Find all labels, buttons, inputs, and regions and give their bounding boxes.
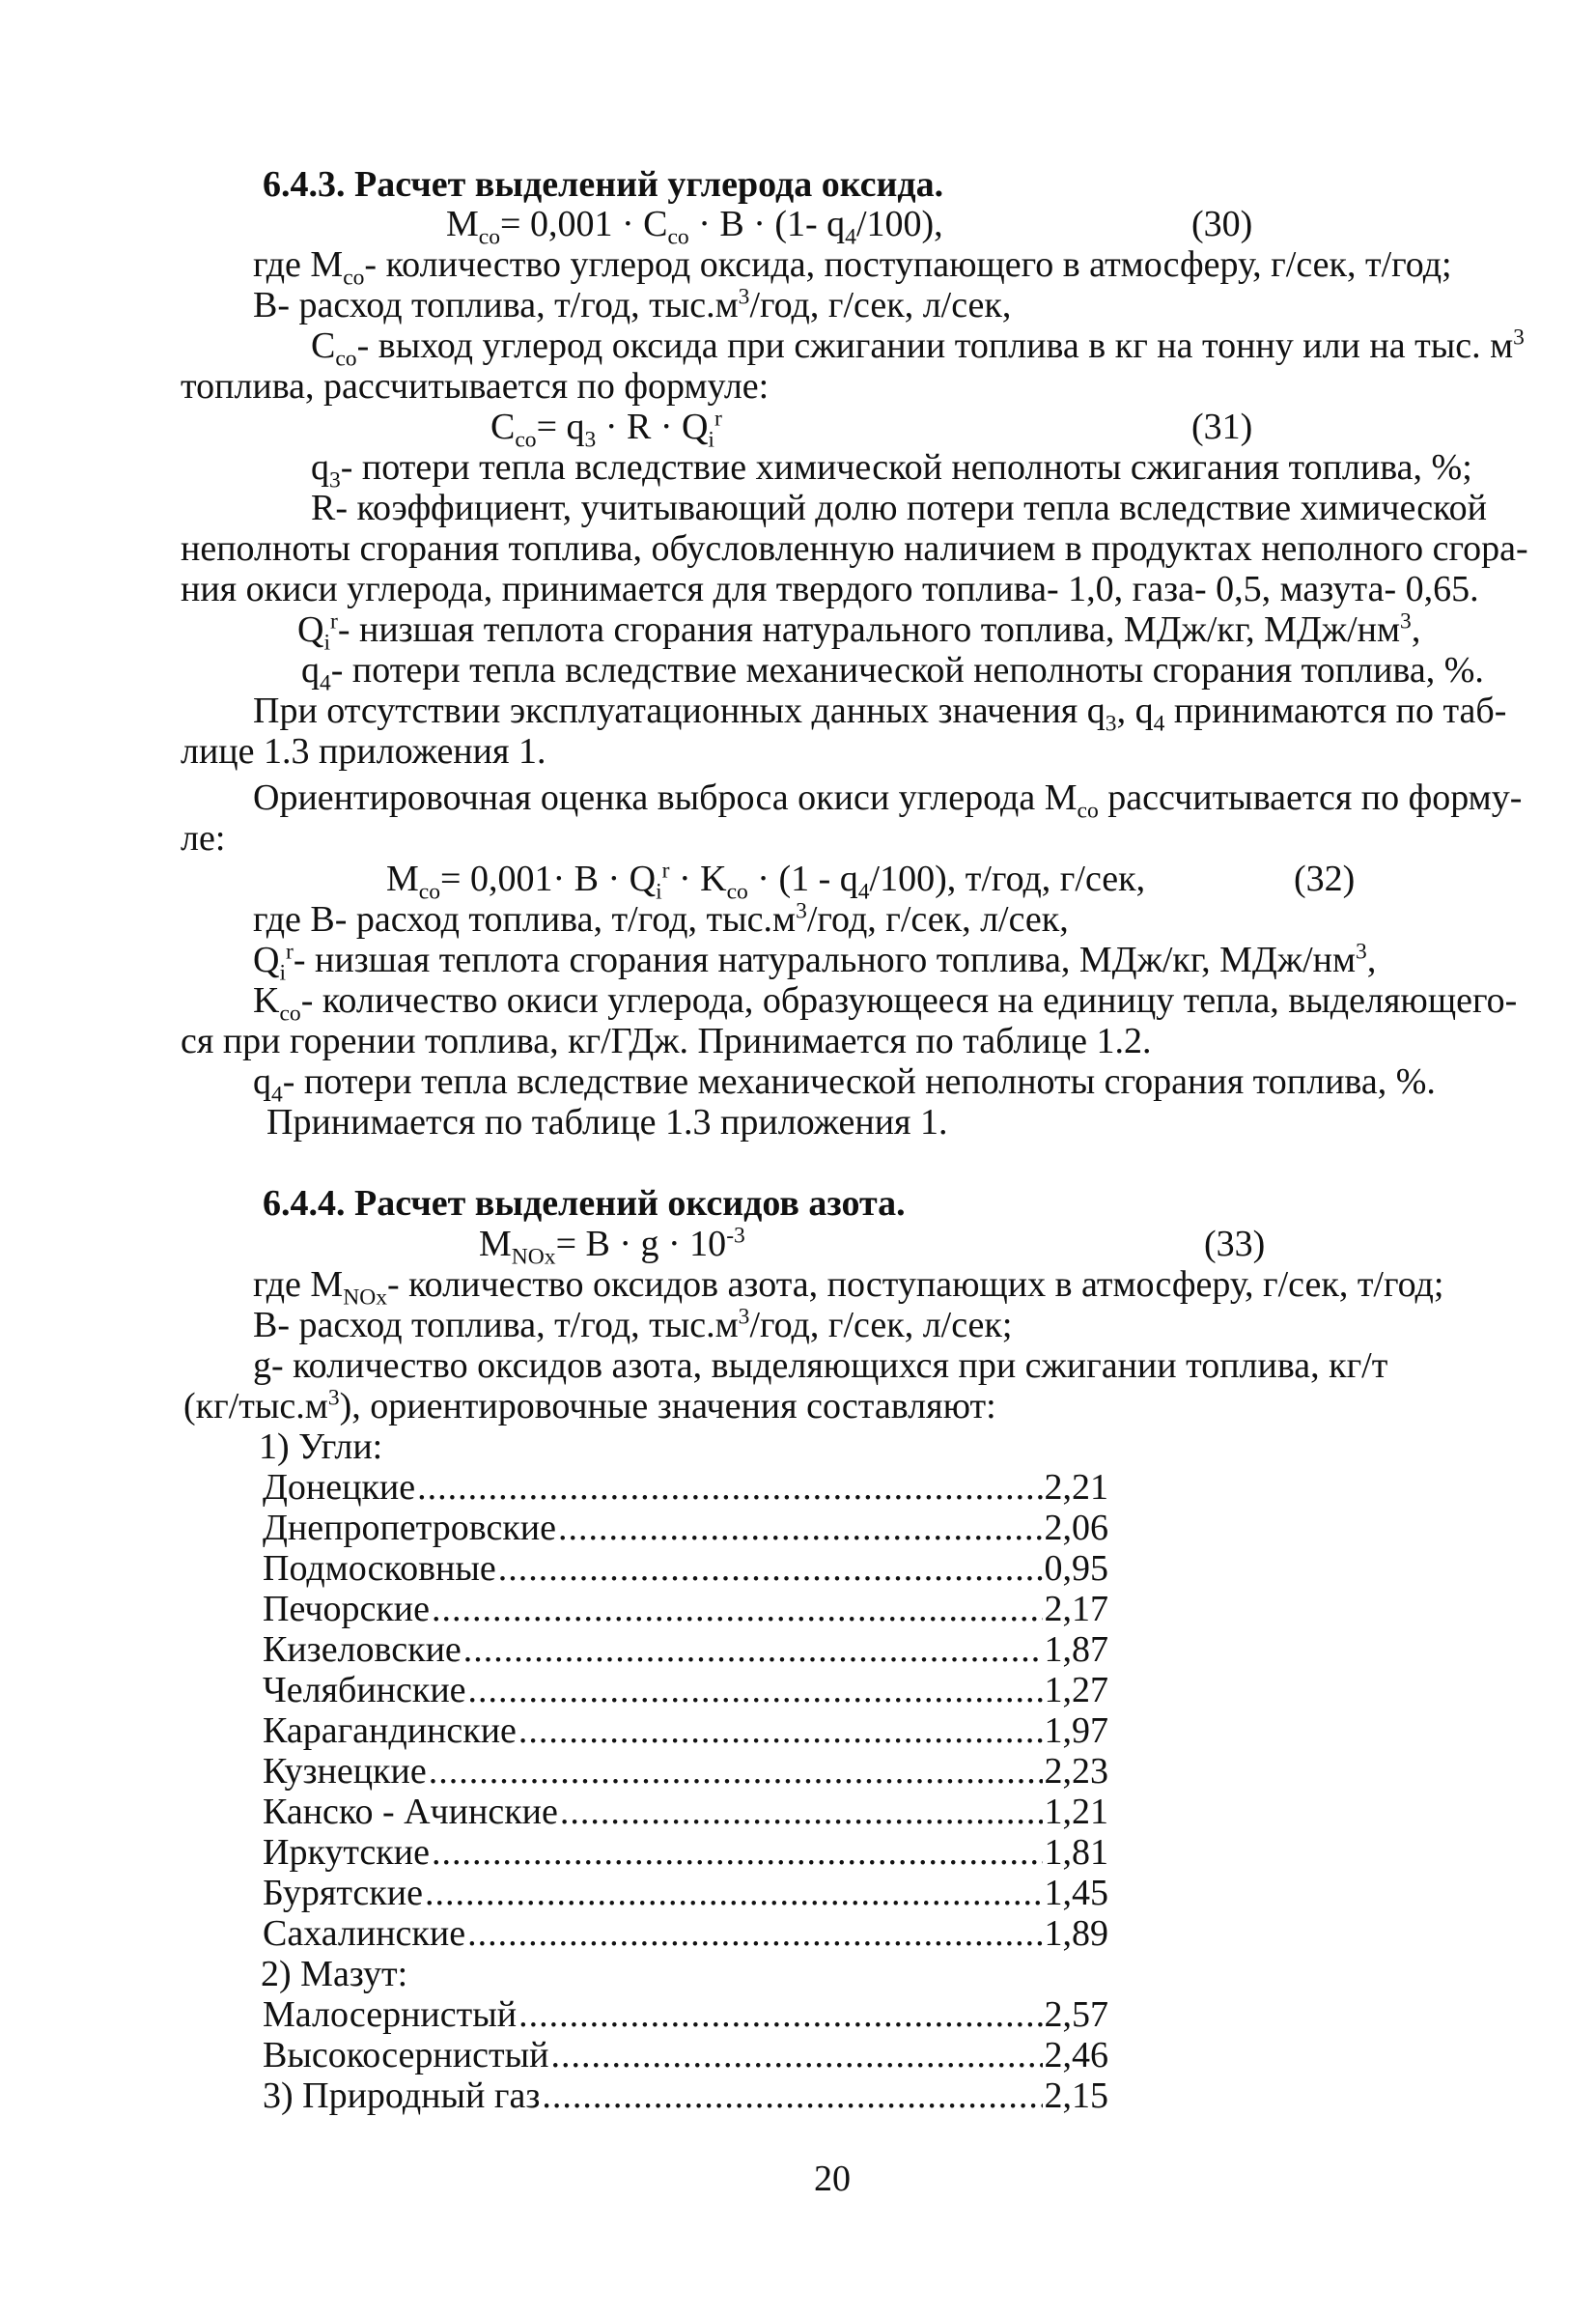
list-item-coal: Иркутские ..... 1,81 bbox=[263, 1832, 1108, 1873]
list-item-fuel-oil: Высокосернистый ..... 2,46 bbox=[263, 2035, 1108, 2075]
text-line-b-2: где B- расход топлива, т/год, $тыс.м^3$/год, г/сек, л/сек, bbox=[253, 898, 1069, 940]
equation-32: $M_{со}= 0,001\cdot B \cdot Q_i^r \cdot K_{со} \cdot (1 - q_4/100)$, т/год, г/сек, bbox=[386, 858, 1146, 905]
text-line-gde-mnox: где $M_{NOx}-$ количество оксидов азота, поступающих в атмосферу, г/сек, т/год; bbox=[253, 1264, 1444, 1311]
list-item-coal: Донецкие ..... 2,21 bbox=[263, 1467, 1108, 1508]
list-item-coal: Сахалинские ..... 1,89 bbox=[263, 1913, 1108, 1954]
text-line-estimate-2: ле: bbox=[181, 818, 226, 859]
text-line-accepted: Принимается по таблице 1.3 приложения 1. bbox=[266, 1102, 948, 1143]
text-line-g-1: g- количество оксидов азота, выделяющихся при сжигании топлива, кг/т bbox=[253, 1345, 1388, 1386]
text-line-kco-2: ся при горении топлива, кг/ГДж. Принимается по таблице 1.2. bbox=[181, 1021, 1152, 1061]
equation-number-33: (33) bbox=[1204, 1224, 1266, 1264]
list-item-coal: Кузнецкие ..... 2,23 bbox=[263, 1751, 1108, 1792]
text-line-q4-a: $q_4-$ потери тепла вследствие механической неполноты сгорания топлива, %. bbox=[301, 650, 1484, 696]
list-item-coal: Печорские ..... 2,17 bbox=[263, 1589, 1108, 1629]
text-line-kco-1: $K_{со}-$ количество окиси углерода, образующееся на единицу тепла, выделяющего- bbox=[253, 980, 1518, 1027]
text-line-r1: R- коэффициент, учитывающий долю потери тепла вследствие химической bbox=[311, 488, 1487, 528]
text-line-q3: $q_3-$ потери тепла вследствие химической неполноты сжигания топлива, %; bbox=[311, 447, 1472, 494]
list-item-coal: Кизеловские ..... 1,87 bbox=[263, 1629, 1108, 1670]
text-line-cco: $C_{со}-$ выход углерод оксида при сжигании топлива в кг на тонну или на тыс. $м^3$ bbox=[311, 325, 1525, 372]
text-line-r3: ния окиси углерода, принимается для твердого топлива- 1,0, газа- 0,5, мазута- 0,65. bbox=[181, 569, 1479, 609]
section-heading-644: 6.4.4. Расчет выделений оксидов азота. bbox=[263, 1183, 906, 1224]
list-item-natural-gas: 3) Природный газ ..... 2,15 bbox=[263, 2075, 1108, 2116]
text-line-q4-b: $q_4-$ потери тепла вследствие механической неполноты сгорания топлива, %. bbox=[253, 1061, 1436, 1108]
page-number: 20 bbox=[814, 2159, 851, 2199]
equation-number-31: (31) bbox=[1191, 407, 1253, 447]
text-line-qi-1: $Q_i^r-$ низшая теплота сгорания натурального топлива, МДж/кг, МДж/$нм^3$, bbox=[297, 608, 1421, 656]
text-line-b-3: B- расход топлива, т/год, $тыс.м^3$/год, г/сек, л/сек; bbox=[253, 1304, 1013, 1345]
text-line-absence-1: При отсутствии эксплуатационных данных значения $q_3$, $q_4$ принимаются по таб- bbox=[253, 691, 1507, 737]
list-item-coal: Канско - Ачинские ..... 1,21 bbox=[263, 1792, 1108, 1832]
list-item-coal: Подмосковные ..... 0,95 bbox=[263, 1548, 1108, 1589]
text-line-qi-2: $Q_i^r-$ низшая теплота сгорания натурального топлива, МДж/кг, МДж/$нм^3$, bbox=[253, 939, 1377, 986]
list-group-title-coals: 1) Угли: bbox=[259, 1426, 383, 1467]
text-line-absence-2: лице 1.3 приложения 1. bbox=[181, 731, 546, 772]
list-group-title-fuel-oil: 2) Мазут: bbox=[261, 1954, 408, 1994]
list-item-fuel-oil: Малосернистый ..... 2,57 bbox=[263, 1994, 1108, 2035]
text-line-gde-mco: где $M_{со}-$ количество углерод оксида, поступающего в атмосферу, г/сек, т/год; bbox=[253, 244, 1452, 291]
list-item-coal: Бурятские ..... 1,45 bbox=[263, 1873, 1108, 1913]
text-line-estimate-1: Ориентировочная оценка выброса окиси углерода $M_{со}$ рассчитывается по форму- bbox=[253, 777, 1523, 824]
list-item-coal: Карагандинские ..... 1,97 bbox=[263, 1710, 1108, 1751]
equation-30: $M_{со}= 0,001 \cdot C_{со} \cdot B \cdot (1-$ $q_4/100$), bbox=[446, 204, 943, 250]
equation-number-30: (30) bbox=[1191, 204, 1253, 244]
equation-33: $M_{NOx}= B \cdot g \cdot 10^{-3}$ bbox=[479, 1223, 745, 1270]
text-line-g-2: $(кг/тыс.м^3)$, ориентировочные значения составляют: bbox=[183, 1385, 996, 1426]
equation-31: $C_{со}= q_3 \cdot R \cdot Q_i^r$ bbox=[490, 406, 722, 453]
list-item-coal: Челябинские ..... 1,27 bbox=[263, 1670, 1108, 1710]
text-line-toplivo: топлива, рассчитывается по формуле: bbox=[181, 366, 770, 407]
text-line-r2: неполноты сгорания топлива, обусловленную наличием в продуктах неполного сгора- bbox=[181, 528, 1528, 569]
section-heading-643: 6.4.3. Расчет выделений углерода оксида. bbox=[263, 164, 944, 205]
equation-number-32: (32) bbox=[1294, 859, 1356, 899]
list-item-coal: Днепропетровские ..... 2,06 bbox=[263, 1508, 1108, 1548]
text-line-b: B- расход топлива, т/год, $тыс.м^3$/год, г/сек, л/сек, bbox=[253, 284, 1012, 325]
